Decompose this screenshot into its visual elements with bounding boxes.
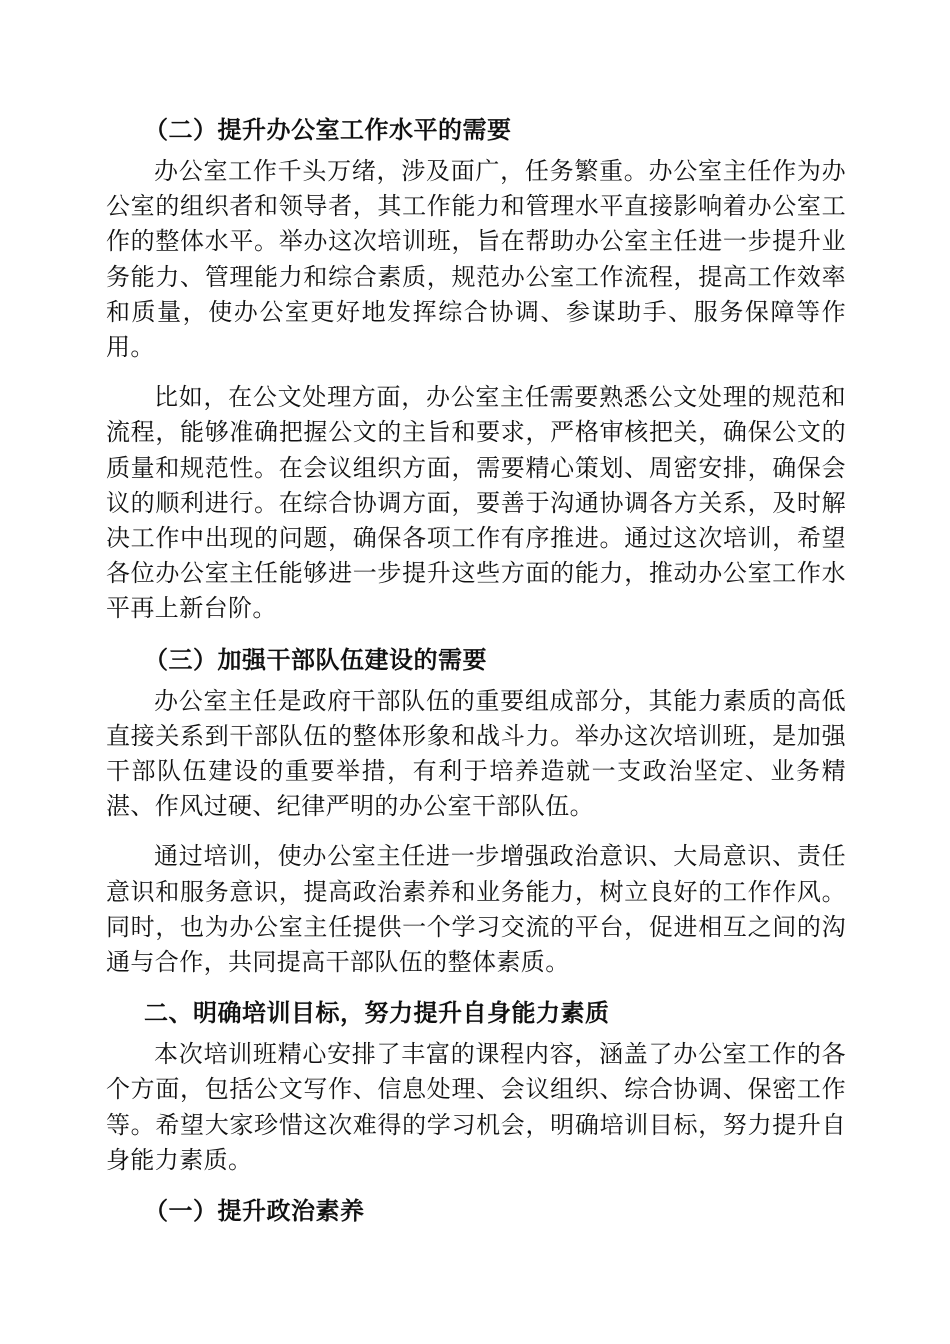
- paragraph: 办公室工作千头万绪，涉及面广，任务繁重。办公室主任作为办公室的组织者和领导者，其工作能力和管理水平直接影响着办公室工作的整体水平。举办这次培训班，旨在帮助办公室主任进一步提升业务能力、管理能力和综合素质，规范办公室工作流程，提高工作效率和质量，使办公室更好地发挥综合协调、参谋助手、服务保障等作用。: [106, 157, 846, 362]
- paragraph: 比如，在公文处理方面，办公室主任需要熟悉公文处理的规范和流程，能够准确把握公文的主旨和要求，严格审核把关，确保公文的质量和规范性。在会议组织方面，需要精心策划、周密安排，确保会议的顺利进行。在综合协调方面，要善于沟通协调各方关系，及时解决工作中出现的问题，确保各项工作有序推进。通过这次培训，希望各位办公室主任能够进一步提升这些方面的能力，推动办公室工作水平再上新台阶。: [106, 383, 846, 623]
- subheading-cadre-team-building: （三）加强干部队伍建设的需要: [144, 645, 487, 674]
- paragraph: 办公室主任是政府干部队伍的重要组成部分，其能力素质的高低直接关系到干部队伍的整体形象和战斗力。举办这次培训班，是加强干部队伍建设的重要举措，有利于培养造就一支政治坚定、业务精湛、作风过硬、纪律严明的办公室干部队伍。: [106, 686, 846, 821]
- document-page: [106, 112, 846, 1235]
- paragraph: 本次培训班精心安排了丰富的课程内容，涵盖了办公室工作的各个方面，包括公文写作、信息处理、会议组织、综合协调、保密工作等。希望大家珍惜这次难得的学习机会，明确培训目标，努力提升自身能力素质。: [106, 1040, 846, 1174]
- subheading-political-literacy: （一）提升政治素养: [144, 1197, 365, 1226]
- paragraph: 通过培训，使办公室主任进一步增强政治意识、大局意识、责任意识和服务意识，提高政治素养和业务能力，树立良好的工作作风。同时，也为办公室主任提供一个学习交流的平台，促进相互之间的沟通与合作，共同提高干部队伍的整体素质。: [106, 842, 846, 977]
- section-heading-training-goals: 二、明确培训目标，努力提升自身能力素质: [144, 999, 610, 1028]
- subheading-improve-office-work: （二）提升办公室工作水平的需要: [144, 116, 512, 144]
